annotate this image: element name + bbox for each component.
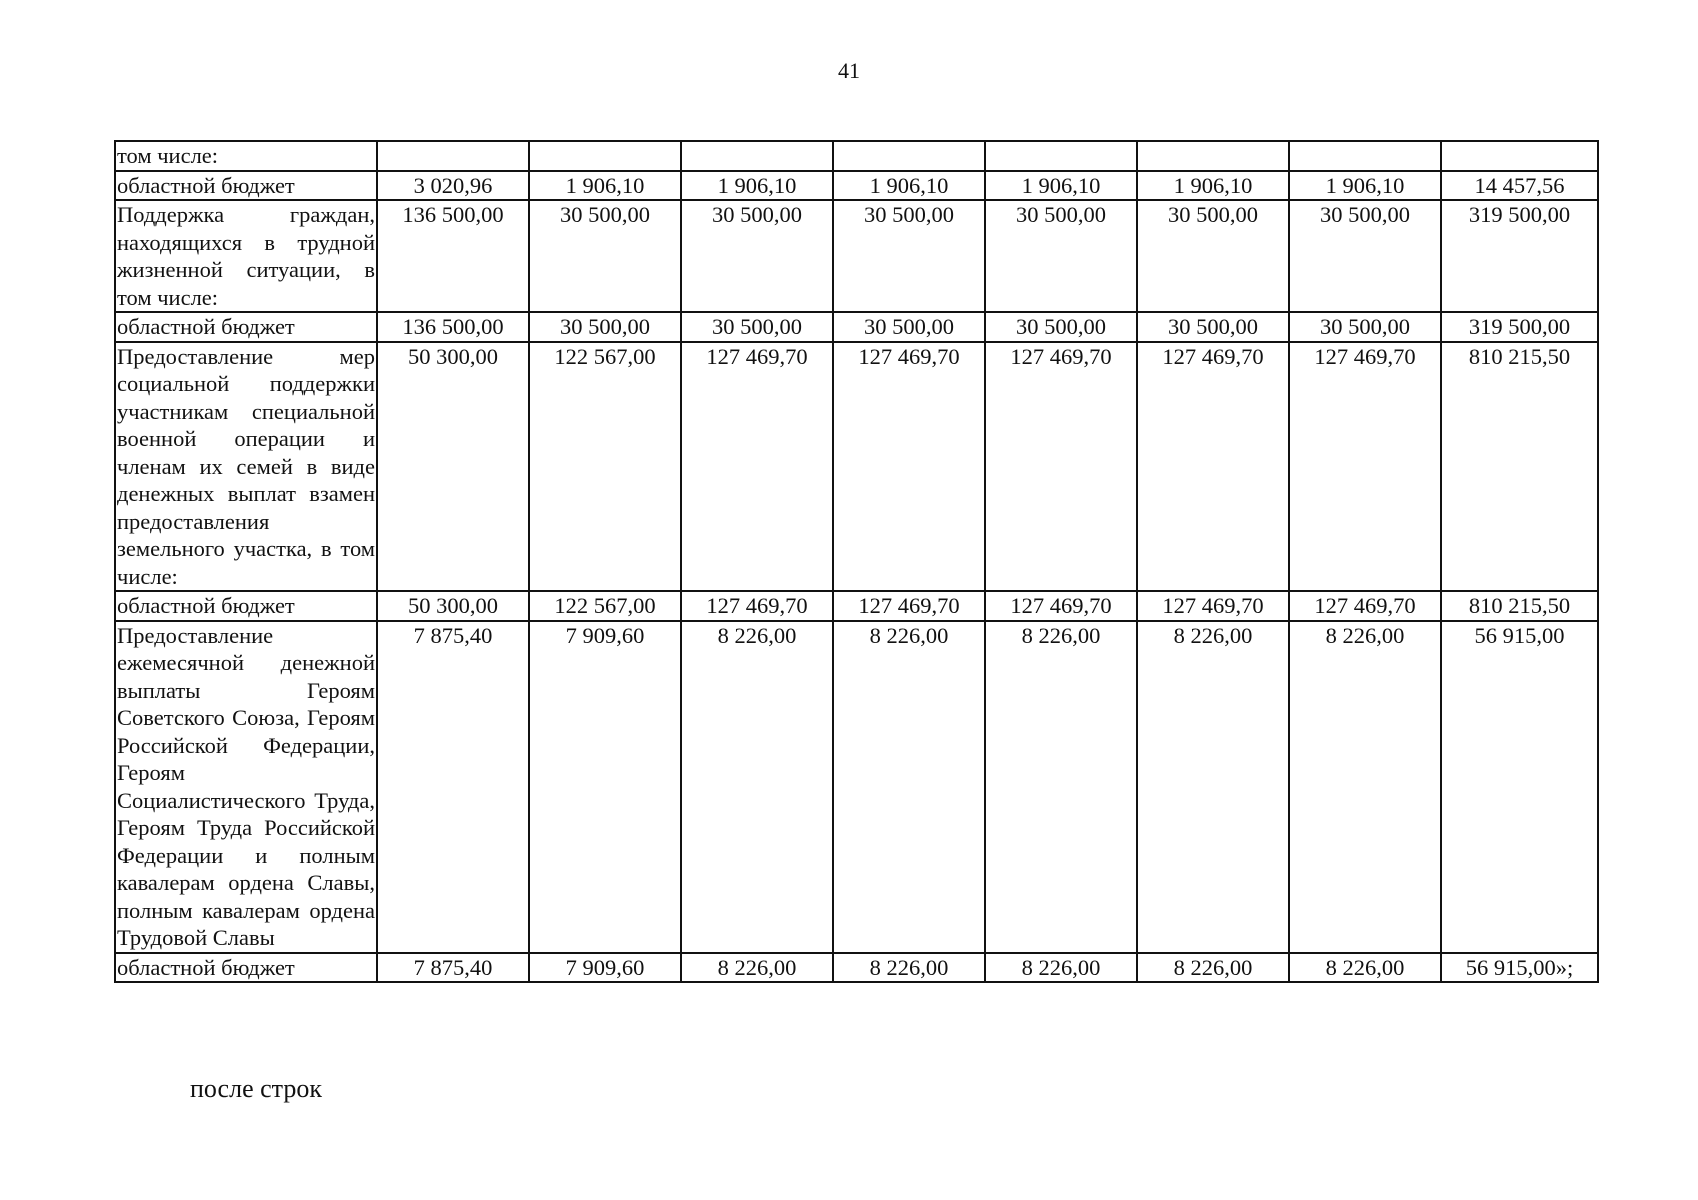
value-cell: 8 226,00 (833, 953, 985, 983)
total-cell: 319 500,00 (1441, 312, 1598, 342)
row-label: Поддержка граждан, находящихся в трудной жизненной ситуации, в том числе: (115, 200, 377, 312)
row-label: областной бюджет (115, 591, 377, 621)
total-cell (1441, 141, 1598, 171)
value-cell (833, 141, 985, 171)
value-cell: 127 469,70 (833, 342, 985, 592)
table-row (115, 621, 1598, 953)
value-cell: 122 567,00 (529, 342, 681, 592)
budget-table (114, 140, 1599, 983)
value-cell (1289, 141, 1441, 171)
table-row (115, 312, 1598, 342)
page-number: 41 (838, 58, 860, 83)
value-cell: 1 906,10 (1137, 171, 1289, 201)
value-cell: 30 500,00 (681, 312, 833, 342)
value-cell: 7 875,40 (377, 953, 529, 983)
total-cell: 56 915,00 (1441, 621, 1598, 953)
budget-table-container (114, 140, 1597, 983)
value-cell: 122 567,00 (529, 591, 681, 621)
value-cell: 136 500,00 (377, 200, 529, 312)
row-label: областной бюджет (115, 953, 377, 983)
total-cell: 319 500,00 (1441, 200, 1598, 312)
value-cell: 7 909,60 (529, 953, 681, 983)
value-cell: 127 469,70 (985, 342, 1137, 592)
value-cell: 8 226,00 (1289, 621, 1441, 953)
value-cell: 127 469,70 (1289, 342, 1441, 592)
total-cell: 14 457,56 (1441, 171, 1598, 201)
value-cell: 8 226,00 (985, 953, 1137, 983)
row-label: том числе: (115, 141, 377, 171)
row-label: Предоставление мер социальной поддержки участникам специальной военной операции и членам их семей в виде денежных выплат взамен предоставления земельного участка, в том числе: (115, 342, 377, 592)
value-cell: 3 020,96 (377, 171, 529, 201)
value-cell: 30 500,00 (1137, 200, 1289, 312)
value-cell (681, 141, 833, 171)
value-cell: 8 226,00 (681, 953, 833, 983)
total-cell: 810 215,50 (1441, 591, 1598, 621)
value-cell: 127 469,70 (985, 591, 1137, 621)
value-cell: 30 500,00 (1137, 312, 1289, 342)
table-row (115, 200, 1598, 312)
value-cell: 8 226,00 (1289, 953, 1441, 983)
value-cell: 1 906,10 (1289, 171, 1441, 201)
value-cell: 8 226,00 (985, 621, 1137, 953)
value-cell: 127 469,70 (1289, 591, 1441, 621)
value-cell: 30 500,00 (529, 200, 681, 312)
table-row (115, 953, 1598, 983)
value-cell: 30 500,00 (833, 312, 985, 342)
value-cell (985, 141, 1137, 171)
value-cell: 30 500,00 (681, 200, 833, 312)
value-cell: 1 906,10 (529, 171, 681, 201)
value-cell: 30 500,00 (1289, 312, 1441, 342)
table-row (115, 591, 1598, 621)
row-label: областной бюджет (115, 312, 377, 342)
value-cell: 127 469,70 (681, 591, 833, 621)
table-row (115, 171, 1598, 201)
value-cell: 30 500,00 (529, 312, 681, 342)
value-cell: 30 500,00 (985, 312, 1137, 342)
value-cell: 30 500,00 (833, 200, 985, 312)
after-table-text: после строк (190, 1074, 322, 1103)
value-cell: 8 226,00 (1137, 621, 1289, 953)
value-cell: 127 469,70 (1137, 591, 1289, 621)
value-cell: 136 500,00 (377, 312, 529, 342)
value-cell: 30 500,00 (1289, 200, 1441, 312)
value-cell: 127 469,70 (833, 591, 985, 621)
value-cell (377, 141, 529, 171)
table-row (115, 141, 1598, 171)
row-label: областной бюджет (115, 171, 377, 201)
table-row (115, 342, 1598, 592)
total-cell: 810 215,50 (1441, 342, 1598, 592)
value-cell (1137, 141, 1289, 171)
value-cell: 7 909,60 (529, 621, 681, 953)
value-cell: 30 500,00 (985, 200, 1137, 312)
value-cell: 50 300,00 (377, 342, 529, 592)
value-cell: 1 906,10 (833, 171, 985, 201)
value-cell: 127 469,70 (1137, 342, 1289, 592)
value-cell: 8 226,00 (681, 621, 833, 953)
value-cell: 1 906,10 (985, 171, 1137, 201)
row-label: Предоставление ежемесячной денежной выплаты Героям Советского Союза, Героям Российской Федерации, Героям Социалистического Труда, Героям Труда Российской Федерации и полным кавалерам ордена Славы, полным кавалерам ордена Трудовой Славы (115, 621, 377, 953)
value-cell: 50 300,00 (377, 591, 529, 621)
value-cell: 8 226,00 (1137, 953, 1289, 983)
value-cell (529, 141, 681, 171)
value-cell: 7 875,40 (377, 621, 529, 953)
total-cell: 56 915,00»; (1441, 953, 1598, 983)
value-cell: 127 469,70 (681, 342, 833, 592)
value-cell: 8 226,00 (833, 621, 985, 953)
value-cell: 1 906,10 (681, 171, 833, 201)
